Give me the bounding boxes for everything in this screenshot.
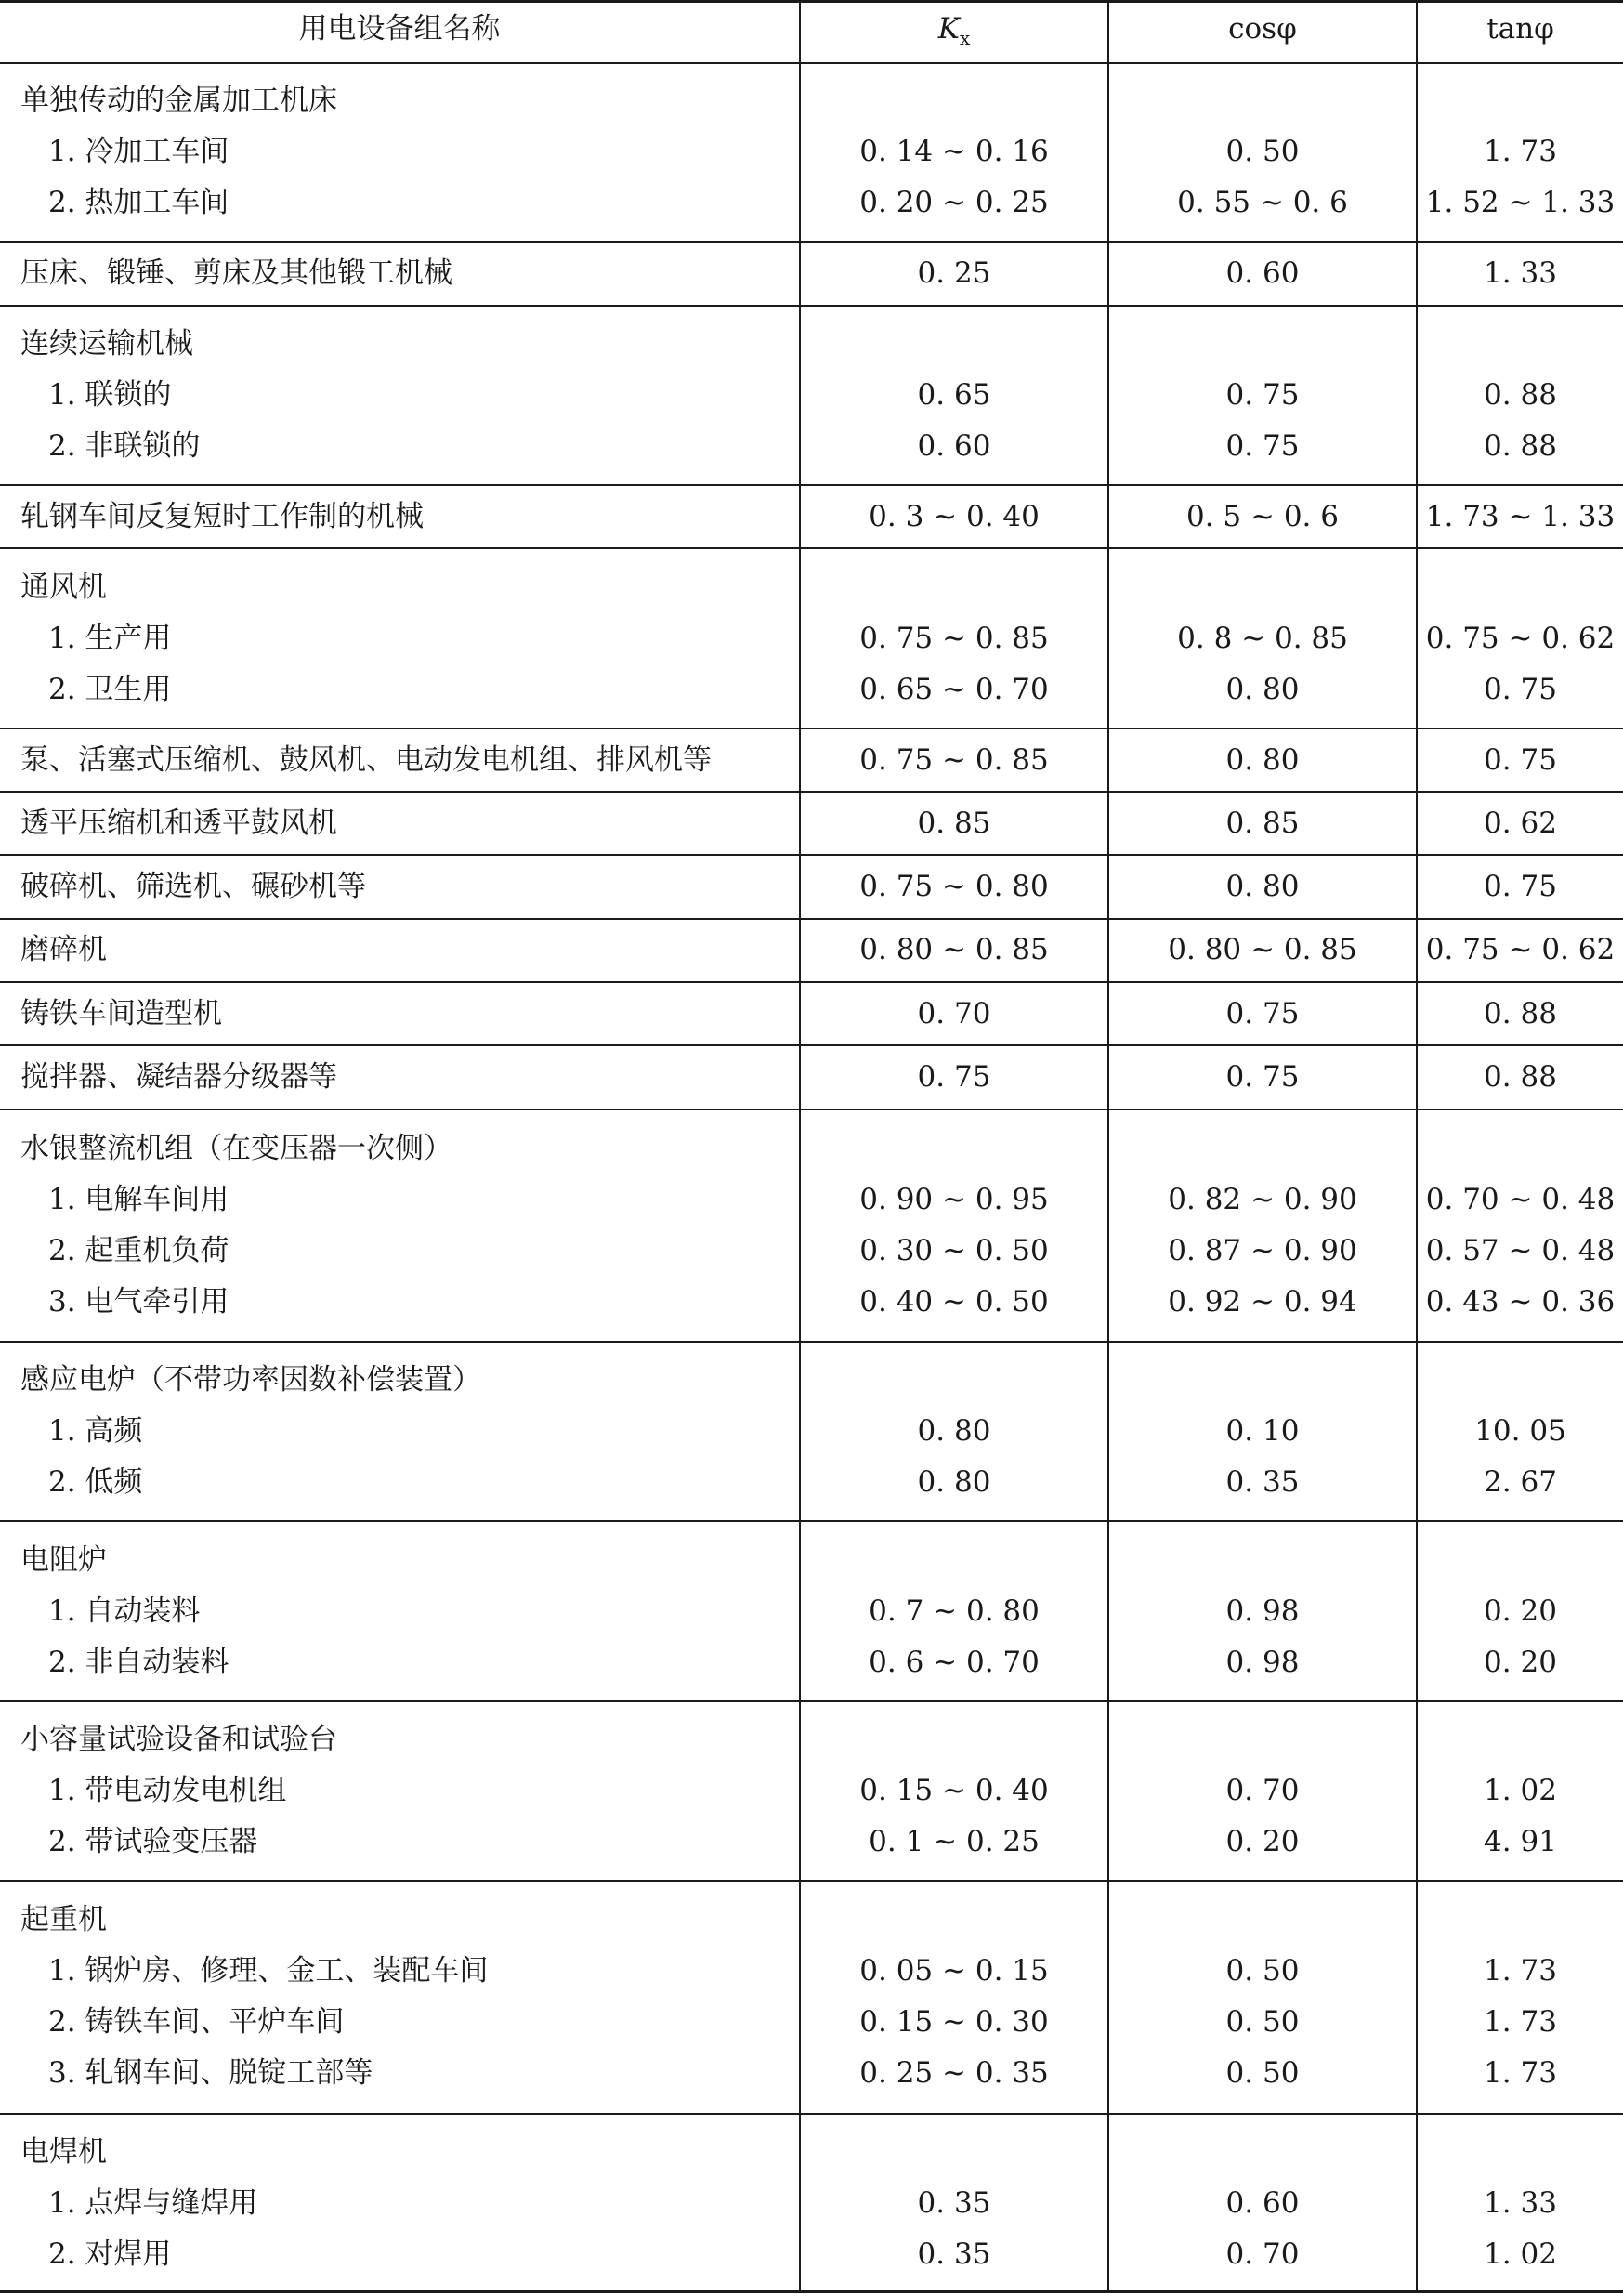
kx-value: 0. 85	[917, 807, 991, 840]
tan-value: 0. 20	[1484, 1646, 1557, 1679]
row-divider	[0, 1880, 1623, 1882]
kx-value: 0. 60	[917, 429, 991, 463]
tan-value: 10. 05	[1474, 1414, 1566, 1448]
cos-value: 0. 35	[1225, 1465, 1300, 1499]
header-kx: $K_x$	[937, 12, 971, 50]
tan-value: 0. 75	[1484, 870, 1557, 903]
item-label: 2. 带试验变压器	[48, 1825, 258, 1858]
row-divider	[0, 484, 1623, 486]
group-title: 铸铁车间造型机	[20, 997, 222, 1030]
tan-value: 1. 73	[1484, 1954, 1557, 1988]
cos-value: 0. 80	[1225, 673, 1300, 706]
row-divider	[0, 2290, 1623, 2293]
tan-value: 0. 62	[1484, 807, 1557, 840]
item-label: 2. 非联锁的	[48, 429, 201, 463]
kx-value: 0. 05 ~ 0. 15	[859, 1954, 1049, 1988]
tan-value: 2. 67	[1484, 1465, 1557, 1499]
kx-value: 0. 3 ~ 0. 40	[869, 500, 1040, 533]
tan-value: 0. 43 ~ 0. 36	[1425, 1285, 1616, 1319]
tan-value: 0. 88	[1484, 997, 1557, 1030]
cos-value: 0. 20	[1225, 1825, 1300, 1858]
cos-value: 0. 98	[1225, 1594, 1300, 1628]
row-divider	[0, 0, 1623, 3]
tan-value: 1. 02	[1484, 2237, 1557, 2271]
tan-value: 1. 02	[1484, 1774, 1557, 1807]
group-title: 单独传动的金属加工机床	[20, 84, 337, 117]
cos-value: 0. 80	[1225, 743, 1300, 777]
item-label: 1. 联锁的	[48, 378, 172, 412]
row-divider	[0, 62, 1623, 64]
kx-value: 0. 30 ~ 0. 50	[859, 1234, 1049, 1267]
cos-value: 0. 87 ~ 0. 90	[1168, 1234, 1357, 1267]
kx-value: 0. 15 ~ 0. 30	[859, 2005, 1049, 2039]
cos-value: 0. 50	[1225, 2056, 1300, 2090]
kx-value: 0. 25 ~ 0. 35	[859, 2056, 1049, 2090]
kx-value: 0. 65	[917, 378, 991, 412]
item-label: 1. 自动装料	[48, 1594, 201, 1628]
cos-value: 0. 80	[1225, 870, 1300, 903]
cos-value: 0. 80 ~ 0. 85	[1168, 933, 1357, 966]
kx-value: 0. 80 ~ 0. 85	[859, 933, 1049, 966]
cos-value: 0. 75	[1225, 378, 1300, 412]
kx-value: 0. 20 ~ 0. 25	[859, 186, 1049, 219]
item-label: 2. 对焊用	[48, 2237, 172, 2271]
cos-value: 0. 5 ~ 0. 6	[1186, 500, 1339, 533]
tan-value: 1. 73	[1484, 2056, 1557, 2090]
kx-value: 0. 80	[917, 1465, 991, 1499]
row-divider	[0, 1044, 1623, 1046]
tan-value: 0. 75	[1484, 673, 1557, 706]
kx-value: 0. 1 ~ 0. 25	[869, 1825, 1040, 1858]
item-label: 1. 生产用	[48, 622, 172, 655]
group-title: 压床、锻锤、剪床及其他锻工机械	[20, 256, 452, 290]
kx-value: 0. 75	[917, 1060, 991, 1094]
tan-value: 0. 88	[1484, 429, 1557, 463]
group-title: 水银整流机组（在变压器一次侧）	[20, 1132, 452, 1165]
column-divider	[1416, 0, 1418, 2293]
item-label: 2. 起重机负荷	[48, 1234, 229, 1267]
kx-value: 0. 75 ~ 0. 85	[859, 622, 1049, 655]
tan-value: 0. 88	[1484, 1060, 1557, 1094]
tan-value: 0. 57 ~ 0. 48	[1425, 1234, 1616, 1267]
kx-value: 0. 35	[917, 2186, 991, 2220]
cos-value: 0. 60	[1225, 2186, 1300, 2220]
group-title: 轧钢车间反复短时工作制的机械	[20, 500, 424, 533]
header-tan-phi: tanφ	[1486, 12, 1554, 46]
kx-value: 0. 25	[917, 256, 991, 290]
group-title: 破碎机、筛选机、碾砂机等	[20, 870, 366, 903]
row-divider	[0, 2113, 1623, 2115]
column-divider	[799, 0, 801, 2293]
row-divider	[0, 1109, 1623, 1110]
tan-value: 0. 75	[1484, 743, 1557, 777]
item-label: 1. 高频	[48, 1414, 143, 1448]
kx-value: 0. 70	[917, 997, 991, 1030]
group-title: 泵、活塞式压缩机、鼓风机、电动发电机组、排风机等	[20, 743, 712, 777]
group-title: 小容量试验设备和试验台	[20, 1723, 337, 1756]
column-divider	[1107, 0, 1109, 2293]
cos-value: 0. 50	[1225, 2005, 1300, 2039]
tan-value: 1. 73	[1484, 2005, 1557, 2039]
cos-value: 0. 50	[1225, 1954, 1300, 1988]
group-title: 感应电炉（不带功率因数补偿装置）	[20, 1363, 481, 1397]
row-divider	[0, 1520, 1623, 1522]
kx-value: 0. 65 ~ 0. 70	[859, 673, 1049, 706]
row-divider	[0, 854, 1623, 856]
header-equipment-name: 用电设备组名称	[298, 12, 501, 46]
group-title: 起重机	[20, 1903, 107, 1936]
tan-value: 1. 33	[1484, 256, 1557, 290]
row-divider	[0, 1341, 1623, 1343]
cos-value: 0. 82 ~ 0. 90	[1168, 1183, 1357, 1216]
row-divider	[0, 728, 1623, 729]
tan-value: 0. 20	[1484, 1594, 1557, 1628]
tan-value: 1. 33	[1484, 2186, 1557, 2220]
cos-value: 0. 98	[1225, 1646, 1300, 1679]
group-title: 磨碎机	[20, 933, 107, 966]
row-divider	[0, 547, 1623, 549]
cos-value: 0. 10	[1225, 1414, 1300, 1448]
row-divider	[0, 305, 1623, 307]
kx-value: 0. 35	[917, 2237, 991, 2271]
cos-value: 0. 85	[1225, 807, 1300, 840]
tan-value: 1. 73 ~ 1. 33	[1425, 500, 1616, 533]
item-label: 1. 冷加工车间	[48, 135, 229, 168]
tan-value: 1. 73	[1484, 135, 1557, 168]
item-label: 2. 非自动装料	[48, 1646, 229, 1679]
row-divider	[0, 791, 1623, 793]
item-label: 1. 锅炉房、修理、金工、装配车间	[48, 1954, 489, 1988]
item-label: 3. 电气牵引用	[48, 1285, 229, 1319]
tan-value: 0. 70 ~ 0. 48	[1425, 1183, 1616, 1216]
item-label: 1. 带电动发电机组	[48, 1774, 287, 1807]
kx-value: 0. 80	[917, 1414, 991, 1448]
kx-value: 0. 75 ~ 0. 80	[859, 870, 1049, 903]
row-divider	[0, 1700, 1623, 1702]
cos-value: 0. 50	[1225, 135, 1300, 168]
row-divider	[0, 918, 1623, 920]
group-title: 连续运输机械	[20, 327, 193, 361]
kx-value: 0. 75 ~ 0. 85	[859, 743, 1049, 777]
row-divider	[0, 981, 1623, 983]
cos-value: 0. 55 ~ 0. 6	[1177, 186, 1348, 219]
header-cos-phi: cosφ	[1228, 12, 1297, 46]
cos-value: 0. 60	[1225, 256, 1300, 290]
kx-value: 0. 7 ~ 0. 80	[869, 1594, 1040, 1628]
tan-value: 4. 91	[1484, 1825, 1557, 1858]
cos-value: 0. 75	[1225, 429, 1300, 463]
kx-value: 0. 14 ~ 0. 16	[859, 135, 1049, 168]
group-title: 透平压缩机和透平鼓风机	[20, 807, 337, 840]
item-label: 2. 热加工车间	[48, 186, 229, 219]
cos-value: 0. 8 ~ 0. 85	[1177, 622, 1348, 655]
group-title: 搅拌器、凝结器分级器等	[20, 1060, 337, 1094]
item-label: 3. 轧钢车间、脱锭工部等	[48, 2056, 373, 2090]
tan-value: 1. 52 ~ 1. 33	[1425, 186, 1616, 219]
item-label: 1. 点焊与缝焊用	[48, 2186, 258, 2220]
row-divider	[0, 241, 1623, 243]
item-label: 1. 电解车间用	[48, 1183, 229, 1216]
cos-value: 0. 92 ~ 0. 94	[1168, 1285, 1357, 1319]
kx-value: 0. 40 ~ 0. 50	[859, 1285, 1049, 1319]
item-label: 2. 低频	[48, 1465, 143, 1499]
kx-value: 0. 6 ~ 0. 70	[869, 1646, 1040, 1679]
group-title: 电阻炉	[20, 1543, 107, 1577]
kx-value: 0. 15 ~ 0. 40	[859, 1774, 1049, 1807]
group-title: 通风机	[20, 571, 107, 604]
cos-value: 0. 70	[1225, 2237, 1300, 2271]
item-label: 2. 铸铁车间、平炉车间	[48, 2005, 345, 2039]
item-label: 2. 卫生用	[48, 673, 172, 706]
tan-value: 0. 75 ~ 0. 62	[1425, 622, 1616, 655]
tan-value: 0. 75 ~ 0. 62	[1425, 933, 1616, 966]
cos-value: 0. 70	[1225, 1774, 1300, 1807]
group-title: 电焊机	[20, 2135, 107, 2169]
kx-value: 0. 90 ~ 0. 95	[859, 1183, 1049, 1216]
cos-value: 0. 75	[1225, 1060, 1300, 1094]
cos-value: 0. 75	[1225, 997, 1300, 1030]
tan-value: 0. 88	[1484, 378, 1557, 412]
